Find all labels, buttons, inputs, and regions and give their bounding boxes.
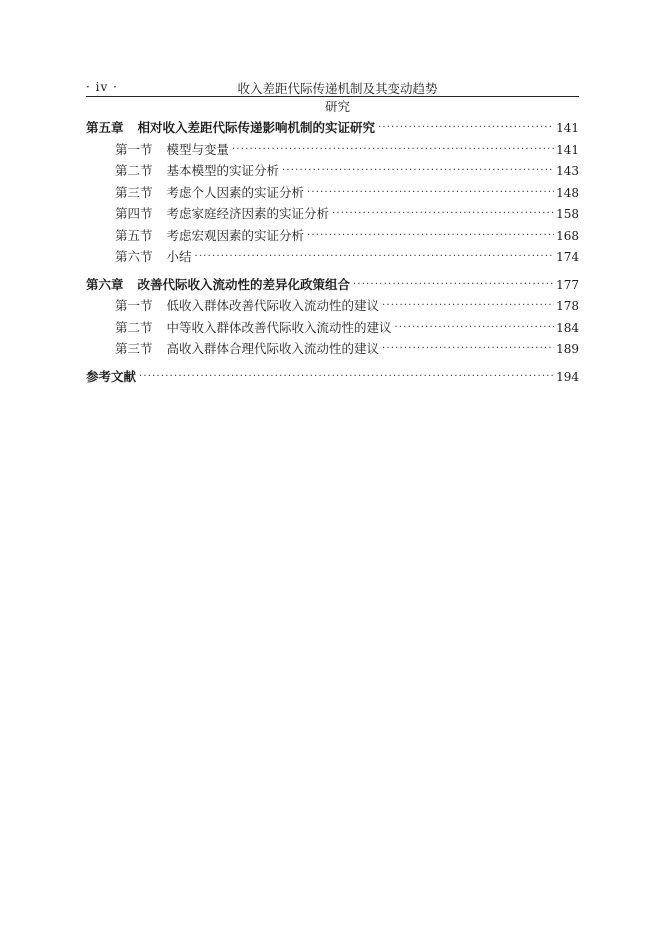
page-ref: 174 bbox=[556, 250, 579, 264]
page-ref: 141 bbox=[556, 121, 579, 135]
section-title: 模型与变量 bbox=[166, 141, 230, 157]
dot-leader bbox=[282, 165, 554, 176]
dot-leader bbox=[139, 371, 554, 382]
page-ref: 177 bbox=[556, 277, 579, 292]
section-number: 第二节 bbox=[115, 319, 153, 335]
section-number: 第一节 bbox=[115, 141, 153, 157]
toc-section[interactable] bbox=[86, 339, 579, 361]
page-ref: 189 bbox=[556, 342, 579, 356]
toc-chapter-5[interactable] bbox=[86, 118, 579, 140]
toc-section[interactable] bbox=[86, 204, 579, 226]
section-title: 考虑家庭经济因素的实证分析 bbox=[166, 206, 330, 221]
toc-section[interactable] bbox=[86, 140, 579, 162]
section-number: 第四节 bbox=[115, 206, 153, 221]
page-ref: 148 bbox=[556, 185, 579, 200]
page-ref: 143 bbox=[556, 164, 579, 178]
page-ref: 158 bbox=[556, 207, 579, 221]
running-header bbox=[86, 78, 579, 114]
toc-section[interactable] bbox=[86, 318, 579, 340]
chapter-number: 第五章 bbox=[86, 120, 124, 135]
chapter-title: 改善代际收入流动性的差异化政策组合 bbox=[137, 276, 351, 292]
section-title: 基本模型的实证分析 bbox=[166, 163, 280, 178]
page-ref: 168 bbox=[556, 228, 579, 243]
toc-chapter-6[interactable] bbox=[86, 275, 579, 297]
dot-leader bbox=[307, 230, 554, 241]
section-number: 第六节 bbox=[115, 249, 153, 264]
section-number: 第五节 bbox=[115, 227, 153, 243]
toc-section[interactable] bbox=[86, 161, 579, 183]
dot-leader bbox=[195, 251, 555, 262]
table-of-contents bbox=[86, 118, 579, 388]
dot-leader bbox=[353, 279, 554, 290]
section-title: 考虑个人因素的实证分析 bbox=[166, 184, 305, 200]
toc-references[interactable] bbox=[86, 367, 579, 389]
chapter-title: 相对收入差距代际传递影响机制的实证研究 bbox=[137, 120, 376, 135]
page-ref: 141 bbox=[556, 142, 579, 157]
dot-leader bbox=[378, 122, 554, 133]
toc-section[interactable] bbox=[86, 296, 579, 318]
section-title: 低收入群体改善代际收入流动性的建议 bbox=[166, 298, 380, 313]
dot-leader bbox=[382, 343, 554, 354]
section-number: 第三节 bbox=[115, 184, 153, 200]
references-title: 参考文献 bbox=[86, 368, 137, 384]
dot-leader bbox=[395, 322, 555, 333]
dot-leader bbox=[332, 208, 554, 219]
toc-section[interactable] bbox=[86, 183, 579, 205]
chapter-number: 第六章 bbox=[86, 276, 124, 292]
book-title: 收入差距代际传递机制及其变动趋势研究 bbox=[237, 81, 438, 114]
toc-section[interactable] bbox=[86, 247, 579, 269]
dot-leader bbox=[382, 300, 554, 311]
toc-section[interactable] bbox=[86, 226, 579, 248]
section-title: 考虑宏观因素的实证分析 bbox=[166, 227, 305, 243]
section-number: 第三节 bbox=[115, 341, 153, 356]
section-number: 第二节 bbox=[115, 163, 153, 178]
section-title: 高收入群体合理代际收入流动性的建议 bbox=[166, 341, 380, 356]
section-title: 中等收入群体改善代际收入流动性的建议 bbox=[166, 319, 392, 335]
page-number: · iv · bbox=[86, 80, 118, 94]
dot-leader bbox=[307, 187, 554, 198]
section-number: 第一节 bbox=[115, 298, 153, 313]
page-ref: 194 bbox=[556, 369, 579, 384]
page-ref: 178 bbox=[556, 299, 579, 313]
dot-leader bbox=[232, 144, 554, 155]
page-ref: 184 bbox=[556, 320, 579, 335]
section-title: 小结 bbox=[166, 249, 192, 264]
